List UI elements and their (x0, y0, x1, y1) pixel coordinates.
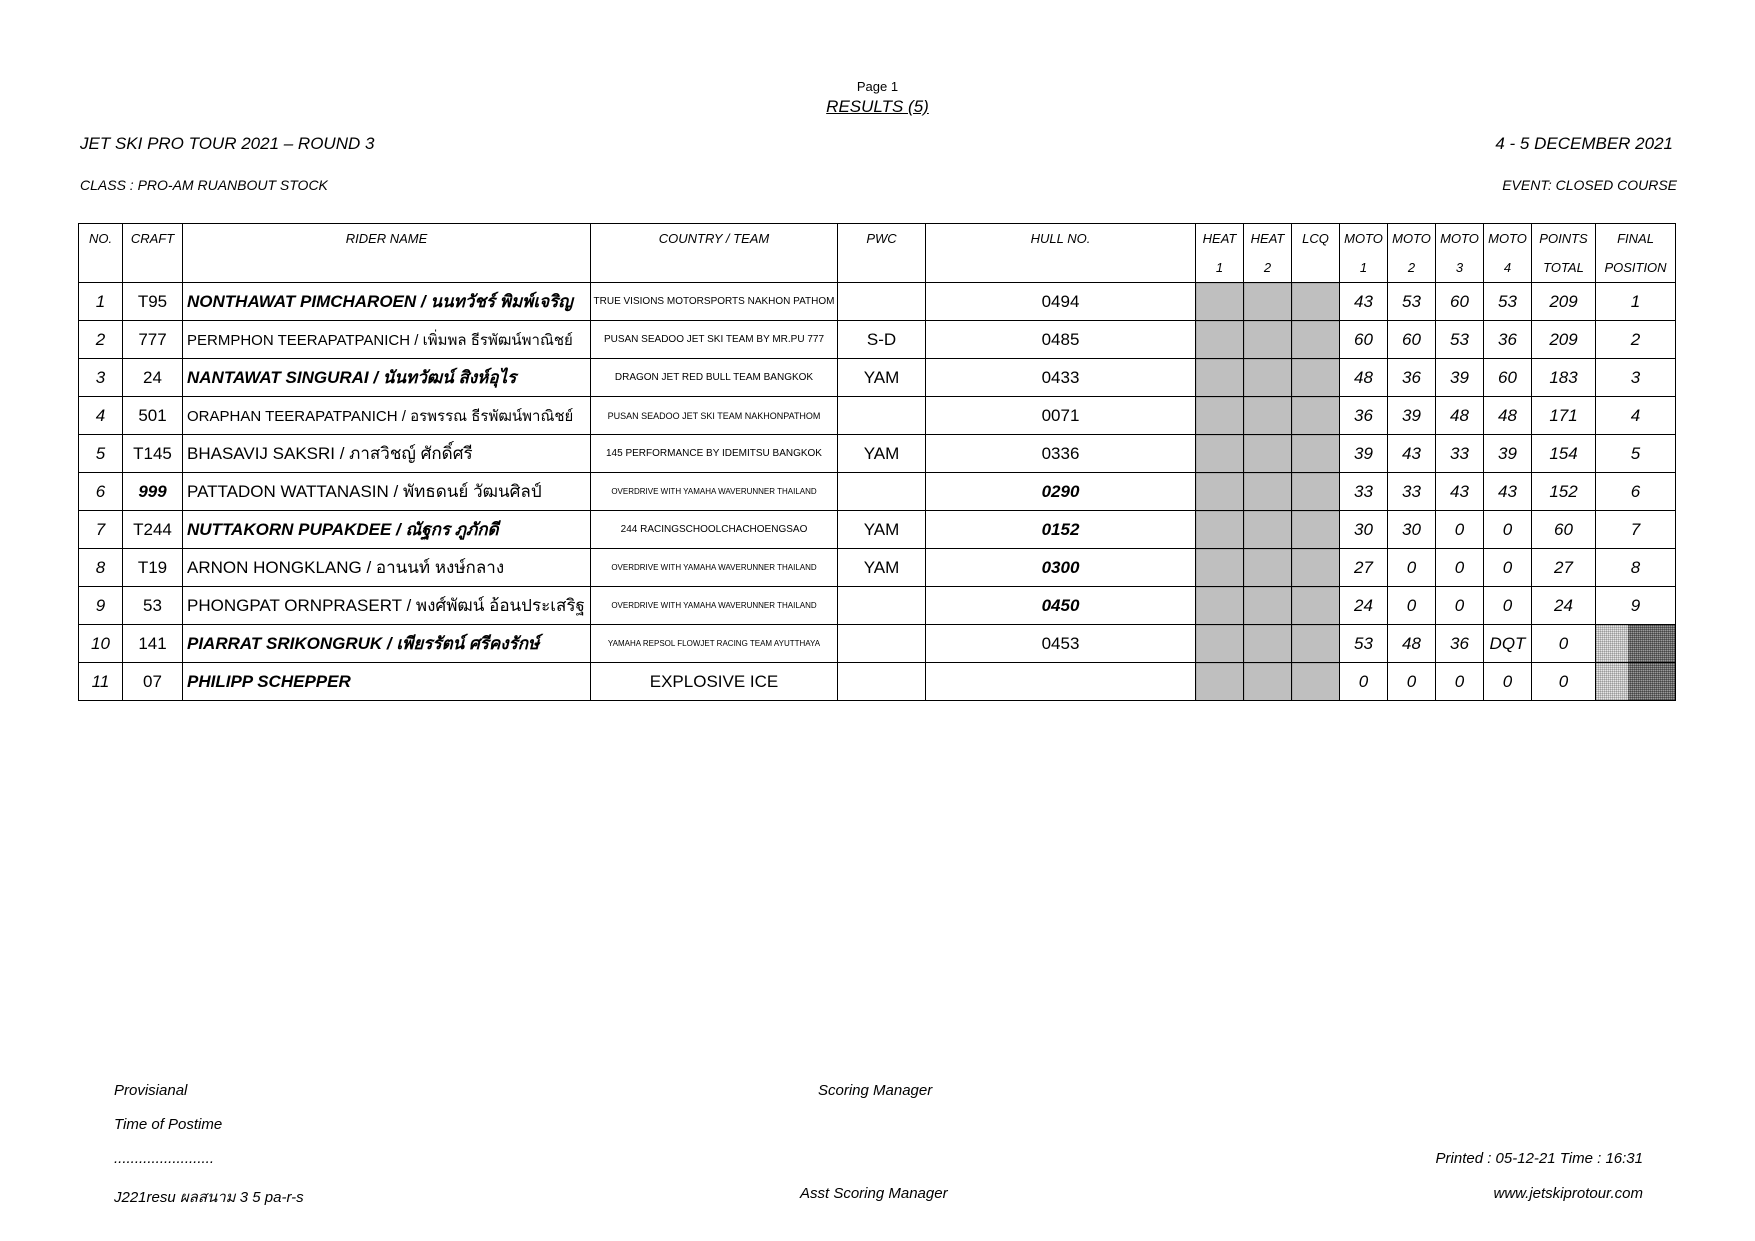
cell-moto4: 0 (1484, 549, 1532, 587)
cell-heat2 (1244, 473, 1292, 511)
cell-rider: PATTADON WATTANASIN / พัทธดนย์ วัฒนศิลป์ (183, 473, 591, 511)
cell-moto2: 0 (1388, 549, 1436, 587)
col-points-subheader: TOTAL (1532, 253, 1596, 283)
col-final-subheader: POSITION (1596, 253, 1676, 283)
cell-team: PUSAN SEADOO JET SKI TEAM NAKHONPATHOM (591, 397, 838, 435)
cell-pwc (838, 473, 926, 511)
cell-moto4: 53 (1484, 283, 1532, 321)
cell-moto4: 60 (1484, 359, 1532, 397)
cell-hull: 0290 (926, 473, 1196, 511)
table-row (79, 283, 1676, 321)
cell-moto4: DQT (1484, 625, 1532, 663)
cell-position: 7 (1596, 511, 1676, 549)
cell-moto4: 0 (1484, 663, 1532, 701)
cell-heat1 (1196, 283, 1244, 321)
cell-moto3: 0 (1436, 511, 1484, 549)
cell-position: 4 (1596, 397, 1676, 435)
cell-pwc: YAM (838, 511, 926, 549)
cell-pwc: YAM (838, 359, 926, 397)
table-row (79, 473, 1676, 511)
cell-pwc (838, 587, 926, 625)
cell-moto1: 30 (1340, 511, 1388, 549)
cell-points: 209 (1532, 321, 1596, 359)
col-moto2-header: MOTO (1388, 224, 1436, 254)
cell-lcq (1292, 321, 1340, 359)
cell-rider: ORAPHAN TEERAPATPANICH / อรพรรณ ธีรพัฒน์พาณิชย์ (183, 397, 591, 435)
col-heat2-subheader: 2 (1244, 253, 1292, 283)
cell-team: 145 PERFORMANCE BY IDEMITSU BANGKOK (591, 435, 838, 473)
cell-moto3: 0 (1436, 587, 1484, 625)
asst-scoring-manager-label: Asst Scoring Manager (800, 1185, 948, 1202)
cell-no: 8 (79, 549, 123, 587)
cell-position: 8 (1596, 549, 1676, 587)
cell-heat2 (1244, 625, 1292, 663)
cell-points: 152 (1532, 473, 1596, 511)
cell-heat1 (1196, 321, 1244, 359)
cell-moto2: 53 (1388, 283, 1436, 321)
cell-pwc: S-D (838, 321, 926, 359)
cell-position: 2 (1596, 321, 1676, 359)
cell-lcq (1292, 283, 1340, 321)
cell-moto3: 48 (1436, 397, 1484, 435)
cell-points: 24 (1532, 587, 1596, 625)
table-row (79, 359, 1676, 397)
col-final-header: FINAL (1596, 224, 1676, 254)
cell-heat1 (1196, 473, 1244, 511)
col-heat1-header: HEAT (1196, 224, 1244, 254)
cell-heat2 (1244, 663, 1292, 701)
table-row (79, 321, 1676, 359)
cell-lcq (1292, 397, 1340, 435)
cell-heat2 (1244, 511, 1292, 549)
col-craft-header: CRAFT (123, 224, 183, 254)
doc-title: RESULTS (5) (826, 97, 929, 116)
cell-lcq (1292, 549, 1340, 587)
cell-moto2: 0 (1388, 663, 1436, 701)
cell-heat1 (1196, 663, 1244, 701)
cell-moto1: 60 (1340, 321, 1388, 359)
cell-points: 27 (1532, 549, 1596, 587)
col-rider-header: RIDER NAME (183, 224, 591, 254)
cell-points: 0 (1532, 625, 1596, 663)
cell-no: 3 (79, 359, 123, 397)
cell-heat1 (1196, 511, 1244, 549)
cell-team: EXPLOSIVE ICE (591, 663, 838, 701)
cell-points: 183 (1532, 359, 1596, 397)
cell-lcq (1292, 587, 1340, 625)
cell-position: 3 (1596, 359, 1676, 397)
cell-rider: NONTHAWAT PIMCHAROEN / นนทวัชร์ พิมพ์เจริญ (183, 283, 591, 321)
cell-pwc (838, 663, 926, 701)
cell-moto3: 43 (1436, 473, 1484, 511)
cell-moto3: 33 (1436, 435, 1484, 473)
cell-no: 2 (79, 321, 123, 359)
cell-moto2: 36 (1388, 359, 1436, 397)
cell-team: 244 RACINGSCHOOLCHACHOENGSAO (591, 511, 838, 549)
col-moto1-subheader: 1 (1340, 253, 1388, 283)
cell-team: YAMAHA REPSOL FLOWJET RACING TEAM AYUTTHAYA (591, 625, 838, 663)
cell-team: TRUE VISIONS MOTORSPORTS NAKHON PATHOM (591, 283, 838, 321)
cell-hull: 0336 (926, 435, 1196, 473)
cell-lcq (1292, 625, 1340, 663)
cell-hull: 0300 (926, 549, 1196, 587)
event-type: EVENT: CLOSED COURSE (1502, 177, 1677, 193)
col-pwc-header: PWC (838, 224, 926, 254)
cell-position (1596, 625, 1676, 663)
cell-craft: 07 (123, 663, 183, 701)
cell-moto1: 33 (1340, 473, 1388, 511)
col-moto4-subheader: 4 (1484, 253, 1532, 283)
cell-heat2 (1244, 587, 1292, 625)
cell-team: PUSAN SEADOO JET SKI TEAM BY MR.PU 777 (591, 321, 838, 359)
col-moto2-subheader: 2 (1388, 253, 1436, 283)
col-moto1-header: MOTO (1340, 224, 1388, 254)
cell-pwc (838, 625, 926, 663)
table-row (79, 549, 1676, 587)
cell-position: 9 (1596, 587, 1676, 625)
cell-moto2: 33 (1388, 473, 1436, 511)
col-hull-header: HULL NO. (926, 224, 1196, 254)
cell-lcq (1292, 359, 1340, 397)
website-link[interactable]: www.jetskiprotour.com (1493, 1185, 1643, 1202)
cell-heat2 (1244, 435, 1292, 473)
cell-lcq (1292, 473, 1340, 511)
cell-craft: T95 (123, 283, 183, 321)
cell-points: 154 (1532, 435, 1596, 473)
cell-points: 171 (1532, 397, 1596, 435)
cell-no: 1 (79, 283, 123, 321)
table-row (79, 625, 1676, 663)
col-moto3-header: MOTO (1436, 224, 1484, 254)
cell-moto1: 0 (1340, 663, 1388, 701)
cell-team: OVERDRIVE WITH YAMAHA WAVERUNNER THAILAND (591, 587, 838, 625)
header-row-1 (79, 224, 1676, 254)
cell-moto4: 43 (1484, 473, 1532, 511)
cell-pwc (838, 283, 926, 321)
cell-moto3: 60 (1436, 283, 1484, 321)
cell-rider: ARNON HONGKLANG / อานนท์ หงษ์กลาง (183, 549, 591, 587)
cell-heat1 (1196, 397, 1244, 435)
cell-craft: 999 (123, 473, 183, 511)
cell-moto3: 53 (1436, 321, 1484, 359)
table-row (79, 663, 1676, 701)
cell-rider: PERMPHON TEERAPATPANICH / เพิ่มพล ธีรพัฒน์พาณิชย์ (183, 321, 591, 359)
cell-rider: PHONGPAT ORNPRASERT / พงศ์พัฒน์ อ้อนประเสริฐ (183, 587, 591, 625)
cell-moto1: 36 (1340, 397, 1388, 435)
cell-moto1: 48 (1340, 359, 1388, 397)
cell-moto1: 27 (1340, 549, 1388, 587)
cell-moto4: 0 (1484, 587, 1532, 625)
col-no-header: NO. (79, 224, 123, 254)
cell-moto2: 39 (1388, 397, 1436, 435)
cell-team: OVERDRIVE WITH YAMAHA WAVERUNNER THAILAND (591, 549, 838, 587)
cell-no: 6 (79, 473, 123, 511)
cell-craft: T244 (123, 511, 183, 549)
cell-points: 60 (1532, 511, 1596, 549)
cell-hull: 0485 (926, 321, 1196, 359)
cell-craft: T19 (123, 549, 183, 587)
col-points-header: POINTS (1532, 224, 1596, 254)
cell-hull: 0152 (926, 511, 1196, 549)
cell-hull: 0453 (926, 625, 1196, 663)
cell-moto2: 0 (1388, 587, 1436, 625)
cell-heat2 (1244, 321, 1292, 359)
cell-pwc (838, 397, 926, 435)
cell-craft: T145 (123, 435, 183, 473)
time-of-postime-label: Time of Postime (114, 1116, 223, 1133)
cell-heat1 (1196, 625, 1244, 663)
cell-hull: 0071 (926, 397, 1196, 435)
event-date: 4 - 5 DECEMBER 2021 (1495, 134, 1673, 153)
cell-no: 10 (79, 625, 123, 663)
cell-rider: BHASAVIJ SAKSRI / ภาสวิชญ์ ศักดิ์ศรี (183, 435, 591, 473)
col-lcq-header: LCQ (1292, 224, 1340, 254)
cell-moto1: 24 (1340, 587, 1388, 625)
col-heat2-header: HEAT (1244, 224, 1292, 254)
signature-dots: ........................ (114, 1150, 215, 1167)
col-moto4-header: MOTO (1484, 224, 1532, 254)
cell-heat1 (1196, 359, 1244, 397)
cell-no: 11 (79, 663, 123, 701)
cell-moto2: 43 (1388, 435, 1436, 473)
cell-position: 6 (1596, 473, 1676, 511)
cell-hull: 0494 (926, 283, 1196, 321)
page-label: Page 1 (856, 79, 899, 94)
cell-rider: PIARRAT SRIKONGRUK / เพียรรัตน์ ศรีคงรักษ์ (183, 625, 591, 663)
cell-moto1: 39 (1340, 435, 1388, 473)
cell-rider: NANTAWAT SINGURAI / นันทวัฒน์ สิงห์อุไร (183, 359, 591, 397)
cell-heat1 (1196, 587, 1244, 625)
cell-moto2: 48 (1388, 625, 1436, 663)
cell-pwc: YAM (838, 435, 926, 473)
cell-lcq (1292, 511, 1340, 549)
cell-lcq (1292, 435, 1340, 473)
cell-no: 4 (79, 397, 123, 435)
cell-moto1: 43 (1340, 283, 1388, 321)
cell-craft: 777 (123, 321, 183, 359)
cell-no: 9 (79, 587, 123, 625)
cell-hull (926, 663, 1196, 701)
table-row (79, 435, 1676, 473)
cell-moto2: 30 (1388, 511, 1436, 549)
cell-rider: NUTTAKORN PUPAKDEE / ณัฐกร ภูภักดี (183, 511, 591, 549)
cell-heat1 (1196, 435, 1244, 473)
table-row (79, 587, 1676, 625)
table-row (79, 511, 1676, 549)
results-table (78, 223, 1676, 701)
table-row (79, 397, 1676, 435)
cell-craft: 501 (123, 397, 183, 435)
cell-hull: 0433 (926, 359, 1196, 397)
cell-heat2 (1244, 359, 1292, 397)
cell-team: OVERDRIVE WITH YAMAHA WAVERUNNER THAILAND (591, 473, 838, 511)
scoring-manager-label: Scoring Manager (818, 1082, 933, 1099)
cell-no: 7 (79, 511, 123, 549)
cell-pwc: YAM (838, 549, 926, 587)
cell-moto4: 0 (1484, 511, 1532, 549)
cell-moto1: 53 (1340, 625, 1388, 663)
cell-heat1 (1196, 549, 1244, 587)
cell-points: 0 (1532, 663, 1596, 701)
cell-craft: 53 (123, 587, 183, 625)
col-heat1-subheader: 1 (1196, 253, 1244, 283)
cell-points: 209 (1532, 283, 1596, 321)
class-label: CLASS : PRO-AM RUANBOUT STOCK (80, 177, 328, 193)
cell-rider: PHILIPP SCHEPPER (183, 663, 591, 701)
printed-timestamp: Printed : 05-12-21 Time : 16:31 (1435, 1150, 1643, 1167)
cell-moto3: 0 (1436, 549, 1484, 587)
cell-no: 5 (79, 435, 123, 473)
cell-craft: 24 (123, 359, 183, 397)
cell-moto4: 48 (1484, 397, 1532, 435)
cell-moto4: 39 (1484, 435, 1532, 473)
cell-moto2: 60 (1388, 321, 1436, 359)
cell-hull: 0450 (926, 587, 1196, 625)
cell-moto3: 36 (1436, 625, 1484, 663)
cell-moto3: 39 (1436, 359, 1484, 397)
cell-position: 5 (1596, 435, 1676, 473)
cell-team: DRAGON JET RED BULL TEAM BANGKOK (591, 359, 838, 397)
cell-position: 1 (1596, 283, 1676, 321)
col-moto3-subheader: 3 (1436, 253, 1484, 283)
cell-moto4: 36 (1484, 321, 1532, 359)
cell-lcq (1292, 663, 1340, 701)
cell-craft: 141 (123, 625, 183, 663)
event-title: JET SKI PRO TOUR 2021 – ROUND 3 (80, 134, 375, 153)
cell-heat2 (1244, 397, 1292, 435)
header-row-2 (79, 253, 1676, 283)
cell-heat2 (1244, 283, 1292, 321)
provisional-label: Provisianal (114, 1082, 188, 1099)
cell-heat2 (1244, 549, 1292, 587)
file-reference: J221resu ผลสนาม 3 5 pa-r-s (114, 1189, 304, 1206)
col-team-header: COUNTRY / TEAM (591, 224, 838, 254)
cell-moto3: 0 (1436, 663, 1484, 701)
cell-position (1596, 663, 1676, 701)
